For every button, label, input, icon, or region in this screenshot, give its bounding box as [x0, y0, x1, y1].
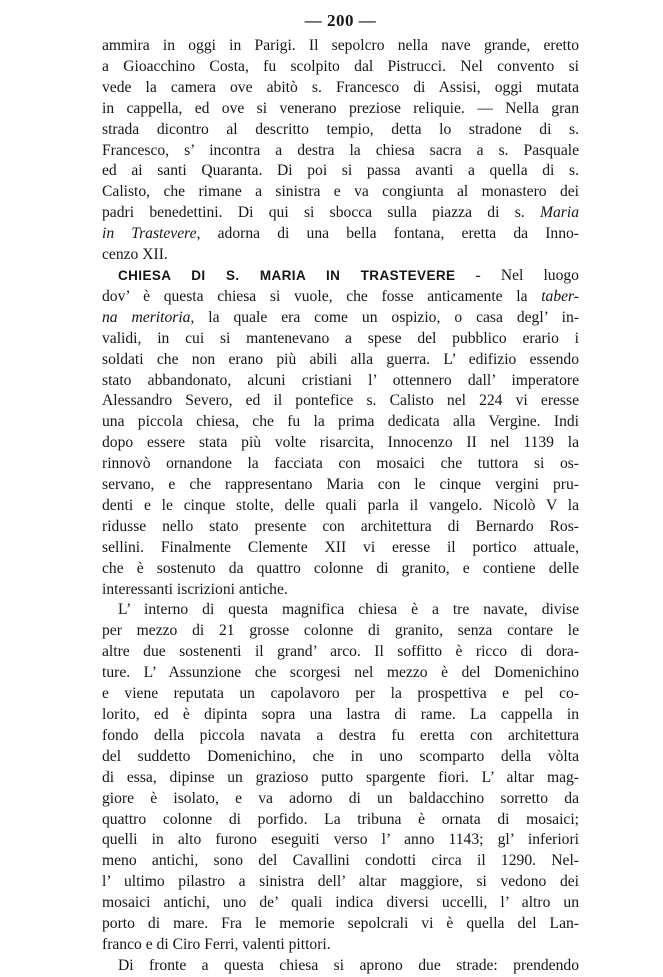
text-span: stato abbandonato, alcuni cristiani l’ ottennero dall’ imperatore: [102, 371, 579, 389]
text-line: [102, 99, 579, 120]
text-line: [102, 789, 579, 810]
text-line: [102, 580, 579, 601]
text-line: [102, 454, 579, 475]
body-text: [102, 36, 579, 977]
text-line: [102, 266, 579, 287]
text-span: franco e di Ciro Ferri, valenti pittori.: [102, 935, 331, 953]
text-line: [102, 57, 579, 78]
text-span: quattro colonne di porfido. La tribuna è ornata di mosaici;: [102, 810, 579, 828]
text-span: sellini. Finalmente Clemente XII vi eresse il portico attuale,: [102, 538, 579, 556]
paragraph: [102, 956, 579, 977]
page-number: — 200 —: [304, 11, 377, 30]
text-line: [102, 726, 579, 747]
italic-text: in Trastevere: [102, 225, 197, 243]
text-line: [102, 120, 579, 141]
text-line: [102, 496, 579, 517]
text-span: denti e le cinque stolte, delle quali parla il vangelo. Nicolò V la: [102, 496, 579, 514]
paragraph: [102, 600, 579, 955]
text-span: soldati che non erano più abili alla guerra. L’ edifizio essendo: [102, 350, 579, 368]
text-span: ammira in oggi in Parigi. Il sepolcro nella nave grande, eretto: [102, 37, 579, 54]
text-line: [102, 914, 579, 935]
text-span: fondo della piccola navata a destra fu eretta con architettura: [102, 726, 579, 744]
text-span: mosaici antichi, uno de’ quali indica diversi uccelli, l’ altro un: [102, 894, 579, 912]
text-line: [102, 245, 579, 266]
text-span: L’ interno di questa magnifica chiesa è a tre navate, divise: [118, 601, 579, 619]
text-span: dov’ è questa chiesa si vuole, che fosse anticamente la: [102, 287, 542, 305]
text-span: porto di mare. Fra le memorie sepolcrali vi è quella del Lan-: [102, 915, 579, 933]
text-span: Francesco, s’ incontra a destra la chiesa sacra a s. Pasquale: [102, 141, 579, 159]
text-line: [102, 851, 579, 872]
text-line: [102, 141, 579, 162]
text-line: [102, 893, 579, 914]
text-span: del suddetto Domenichino, che in uno scomparto della vòlta: [102, 747, 579, 765]
text-span: Calisto, che rimane a sinistra e va congiunta al monastero dei: [102, 183, 579, 201]
text-line: [102, 391, 579, 412]
text-line: [102, 768, 579, 789]
text-line: [102, 475, 579, 496]
text-line: [102, 329, 579, 350]
text-line: [102, 287, 579, 308]
text-span: l’ ultimo pilastro a sinistra dell’ altar maggiore, si vedono dei: [102, 873, 579, 891]
section-heading: CHIESA DI S. MARIA IN TRASTEVERE: [118, 267, 456, 283]
text-span: rinnovò ornandone la facciata con mosaici che tuttora si os-: [102, 455, 579, 473]
text-span: di essa, dipinse un grazioso putto spargente fiori. L’ altar mag-: [102, 768, 579, 786]
text-span: dopo essere stata più volte risarcita, Innocenzo II nel 1139 la: [102, 434, 579, 452]
text-line: [102, 559, 579, 580]
text-span: Di fronte a questa chiesa si aprono due strade: prendendo: [118, 956, 579, 974]
text-line: [102, 830, 579, 851]
text-line: [102, 747, 579, 768]
text-span: strada dicontro al descritto tempio, detta lo stradone di s.: [102, 120, 579, 138]
italic-text: taber-: [541, 287, 579, 305]
text-span: ridusse nello stato presente con architettura di Bernardo Ros-: [102, 517, 579, 535]
text-span: ed ai santi Quaranta. Di poi si passa avanti a quella di s.: [102, 162, 579, 180]
text-span: cenzo XII.: [102, 246, 168, 264]
text-span: altre due sostenenti il grand’ arco. Il soffitto è ricco di dora-: [102, 643, 579, 661]
text-line: [102, 621, 579, 642]
text-line: [102, 684, 579, 705]
text-span: interessanti iscrizioni antiche.: [102, 580, 288, 598]
text-span: ture. L’ Assunzione che scorgesi nel mezzo è del Domenichino: [102, 664, 579, 682]
text-line: [102, 350, 579, 371]
text-line: [102, 182, 579, 203]
text-span: in cappella, ed ove si venerano preziose reliquie. — Nella gran: [102, 99, 579, 117]
text-line: [102, 78, 579, 99]
text-line: [102, 308, 579, 329]
text-line: [102, 705, 579, 726]
paragraph: [102, 36, 579, 266]
text-span: Alessandro Severo, ed il pontefice s. Calisto nel 224 vi eresse: [102, 392, 579, 410]
italic-text: Maria: [540, 204, 579, 222]
text-span: , la quale era come un ospizio, o casa degl’ in-: [190, 308, 579, 326]
text-span: una piccola chiesa, che fu la prima dedicata alla Vergine. Indi: [102, 413, 579, 431]
text-span: che è sostenuto da quattro colonne di granito, e contiene delle: [102, 559, 579, 577]
text-line: [102, 663, 579, 684]
text-span: a Gioacchino Costa, fu scolpito dal Pistrucci. Nel convento si: [102, 57, 579, 75]
text-span: padri benedettini. Di qui si sbocca sulla piazza di s.: [102, 204, 541, 222]
text-line: [102, 642, 579, 663]
text-line: [102, 203, 579, 224]
text-line: [102, 36, 579, 57]
text-span: per mezzo di 21 grosse colonne di granito, senza contare le: [102, 622, 579, 640]
text-line: [102, 224, 579, 245]
text-line: [102, 433, 579, 454]
text-span: meno antichi, sono del Cavallini condotti circa il 1290. Nel-: [102, 852, 579, 870]
text-line: [102, 517, 579, 538]
text-span: e viene reputata un capolavoro per la prospettiva e pel co-: [102, 685, 579, 703]
text-span: lorito, ed è dipinta sopra una lastra di rame. La cappella in: [102, 706, 579, 723]
text-span: , adorna di una bella fontana, eretta da Inno-: [196, 225, 580, 243]
text-line: [102, 412, 579, 433]
text-line: [102, 371, 579, 392]
paragraph: [102, 266, 579, 601]
text-span: validi, in cui si mantenevano a spese del pubblico erario i: [102, 329, 579, 347]
italic-text: na meritoria: [102, 308, 191, 326]
text-line: [102, 538, 579, 559]
text-span: - Nel luogo: [455, 266, 579, 284]
text-span: vede la camera ove abitò s. Francesco di Assisi, oggi mutata: [102, 78, 579, 96]
text-span: giore è isolato, e va adorno di un baldacchino sorretto da: [102, 789, 579, 807]
text-line: [102, 600, 579, 621]
text-line: [102, 956, 579, 977]
text-span: servano, e che rappresentano Maria con le cinque vergini pru-: [102, 476, 579, 494]
text-line: [102, 935, 579, 956]
text-line: [102, 810, 579, 831]
text-line: [102, 872, 579, 893]
text-span: quelli in alto furono eseguiti verso l’ anno 1143; gl’ inferiori: [102, 831, 579, 849]
text-line: [102, 161, 579, 182]
